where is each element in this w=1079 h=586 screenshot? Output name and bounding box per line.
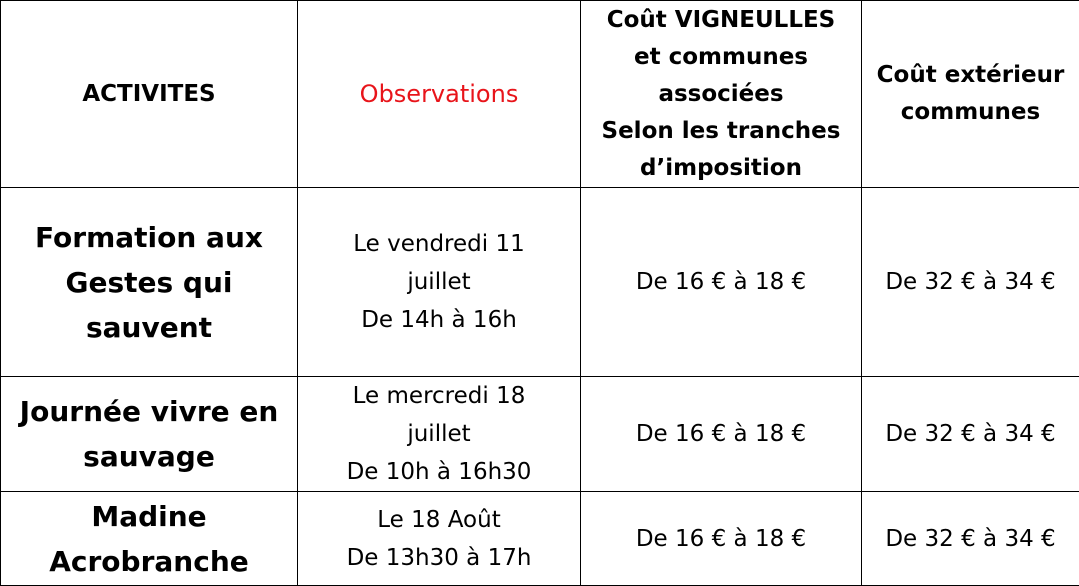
header-cout-vigneulles: Coût VIGNEULLES et communes associées Selon les tranches d’imposition [581, 1, 862, 188]
table-row [1, 492, 1079, 586]
cout-exterieur-cell: De 32 € à 34 € [862, 492, 1079, 586]
cout-vigneulles-cell: De 16 € à 18 € [581, 492, 862, 586]
activity-cell: Journée vivre en sauvage [1, 377, 298, 492]
table-header-row [1, 1, 1079, 188]
observations-cell: Le 18 Août De 13h30 à 17h [298, 492, 581, 586]
observations-cell: Le vendredi 11 juillet De 14h à 16h [298, 188, 581, 377]
activity-cell: Formation aux Gestes qui sauvent [1, 188, 298, 377]
header-activites: ACTIVITES [1, 1, 298, 188]
observations-cell: Le mercredi 18 juillet De 10h à 16h30 [298, 377, 581, 492]
cout-exterieur-cell: De 32 € à 34 € [862, 377, 1079, 492]
table-row [1, 188, 1079, 377]
header-cout-exterieur: Coût extérieur communes [862, 1, 1079, 188]
activity-cell: Madine Acrobranche [1, 492, 298, 586]
cout-vigneulles-cell: De 16 € à 18 € [581, 188, 862, 377]
table-row [1, 377, 1079, 492]
cout-exterieur-cell: De 32 € à 34 € [862, 188, 1079, 377]
cout-vigneulles-cell: De 16 € à 18 € [581, 377, 862, 492]
header-observations: Observations [298, 1, 581, 188]
